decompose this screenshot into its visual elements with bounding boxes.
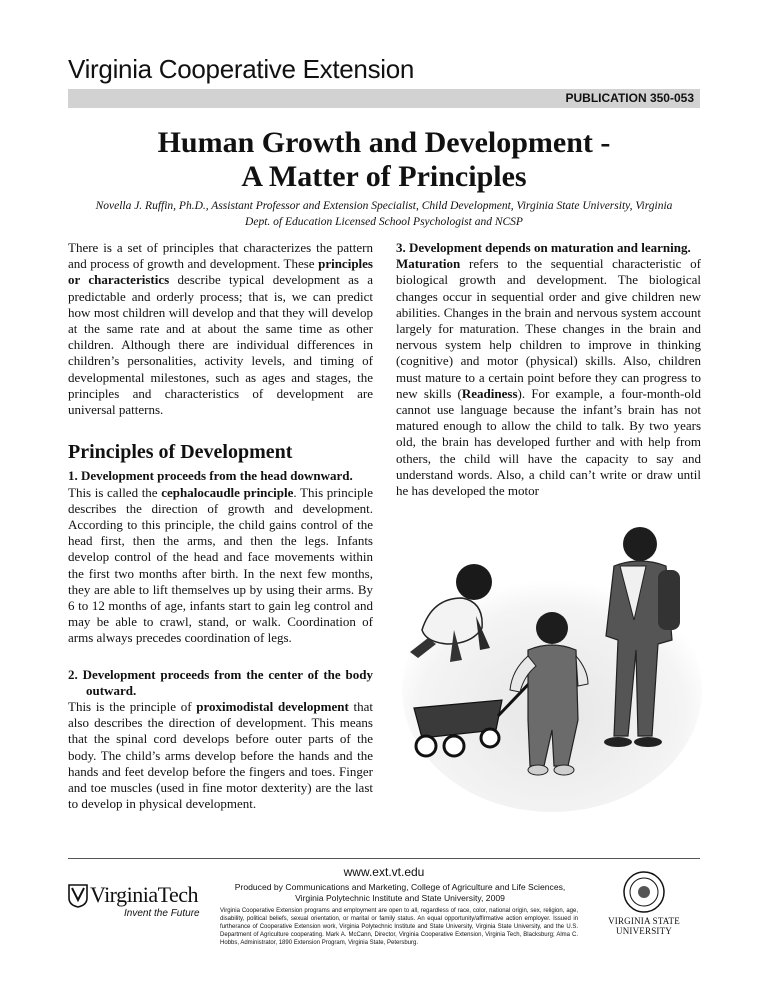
children-illustration bbox=[392, 520, 704, 816]
author-line-2: Dept. of Education Licensed School Psychologist and NCSP bbox=[245, 216, 523, 228]
vt-wordmark: VirginiaTech bbox=[90, 882, 199, 907]
principle-2-text bbox=[68, 699, 373, 812]
intro-text-2: describe typical development as a predictable and orderly process; that is, we can predict how most children will develop and that they will develop at the same rate and at about the same time as other children. Although there are individual differences in children’s personalities, activity levels, and timing of developmental milestones, such as ages and stages, the principles and characteristics of development are universal patterns. bbox=[68, 272, 373, 418]
right-column bbox=[396, 240, 701, 499]
p2-text-2: that also describes the direction of development. This means that the spinal cord develops before outer parts of the body. The child’s arms develop before the hands and the hands and feet develop before the fingers and toes. Finger and toe muscles (used in fine motor dexterity) are the last to develop in physical development. bbox=[68, 699, 373, 812]
p1-bold: cephalocaudle principle bbox=[161, 484, 294, 500]
principle-1-text bbox=[68, 485, 373, 647]
vt-tagline: Invent the Future bbox=[124, 908, 200, 919]
document-title bbox=[68, 126, 700, 194]
footer-produced-by bbox=[230, 882, 570, 903]
footer-legal-notice: Virginia Cooperative Extension programs and employment are open to all, regardless of race, color, national origin, sex, religion, age, disability, political beliefs, sexual orientation, or marital or family status. An equal opportunity/affirmative action employer. Issued in furtherance of Cooperative Extension work, Virginia Polytechnic Institute and State University, Virginia State University, and the U.S. Department of Agriculture cooperating. Mark A. McCann, Director, Virginia Cooperative Extension, Virginia Tech, Blacksburg; Alma C. Hobbs, Administrator, 1890 Extension Program, Virginia State, Petersburg. bbox=[220, 908, 578, 946]
publication-bar bbox=[68, 89, 700, 108]
p3-text-2: ). For example, a four-month-old cannot use language because the infant’s brain has not matured enough to allow the child to talk. By two years old, the brain has developed further and with help from others, the child will have the capacity to say and understand words. Also, a child can’t write or draw until he has developed the motor bbox=[396, 385, 701, 499]
p3-bold-2: Readiness bbox=[461, 385, 518, 401]
section-heading: Principles of Development bbox=[68, 441, 293, 464]
principle-3-heading: 3. Development depends on maturation and learning. bbox=[396, 240, 691, 255]
title-line-2: A Matter of Principles bbox=[241, 160, 527, 193]
vt-shield-icon bbox=[68, 884, 88, 908]
p3-bold-1: Maturation bbox=[396, 256, 461, 272]
p1-text-2: . This principle describes the direction of growth and development. According to this principle, the child gains control of the head first, then the arms, and then the legs. Infants develop control of the head and face movements within the first two months after birth. In the next few months, they are able to lift themselves up by using their arms. By 6 to 12 months of age, infants start to gain leg control and may be able to crawl, stand, or walk. Coordination of arms always precedes coordination of legs. bbox=[68, 484, 373, 646]
vsu-wordmark: VIRGINIA STATE UNIVERSITY bbox=[608, 916, 680, 936]
principle-2-heading: 2. Development proceeds from the center of the body outward. bbox=[68, 666, 373, 698]
principle-1-heading: 1. Development proceeds from the head downward. bbox=[68, 468, 353, 484]
vsu-seal-icon bbox=[622, 870, 666, 914]
footer-url[interactable]: www.ext.vt.edu bbox=[343, 865, 425, 879]
intro-paragraph bbox=[68, 240, 373, 418]
author-credit bbox=[68, 198, 700, 230]
left-column bbox=[68, 240, 373, 813]
p1-text-1: This is called the bbox=[68, 484, 162, 500]
produced-line-1: Produced by Communications and Marketing, College of Agriculture and Life Sciences, bbox=[234, 882, 566, 892]
principle-3-text bbox=[396, 256, 701, 499]
title-line-1: Human Growth and Development - bbox=[157, 126, 611, 159]
p2-text-1: This is the principle of bbox=[68, 699, 197, 715]
publication-number: PUBLICATION 350-053 bbox=[565, 91, 694, 105]
intro-text-1: There is a set of principles that characterizes the pattern and process of growth and development. These bbox=[68, 240, 373, 272]
author-line-1: Novella J. Ruffin, Ph.D., Assistant Professor and Extension Specialist, Child Development, Virginia State University, Virginia bbox=[95, 200, 673, 212]
p2-bold: proximodistal development bbox=[196, 699, 349, 715]
brand-title: Virginia Cooperative Extension bbox=[68, 54, 415, 84]
produced-line-2: Virginia Polytechnic Institute and State University, 2009 bbox=[295, 892, 505, 903]
footer-divider bbox=[68, 858, 700, 859]
p3-text-1: refers to the sequential characteristic of biological growth and development. The biological changes occur in sequential order and give children new abilities. Changes in the brain and nervous system account largely for maturation. These changes in the brain and nervous system help children to improve in thinking (cognitive) and motor (physical) skills. Also, children must mature to a certain point before they can progress to new skills ( bbox=[396, 256, 701, 401]
intro-bold: principles or characteristics bbox=[68, 256, 373, 288]
